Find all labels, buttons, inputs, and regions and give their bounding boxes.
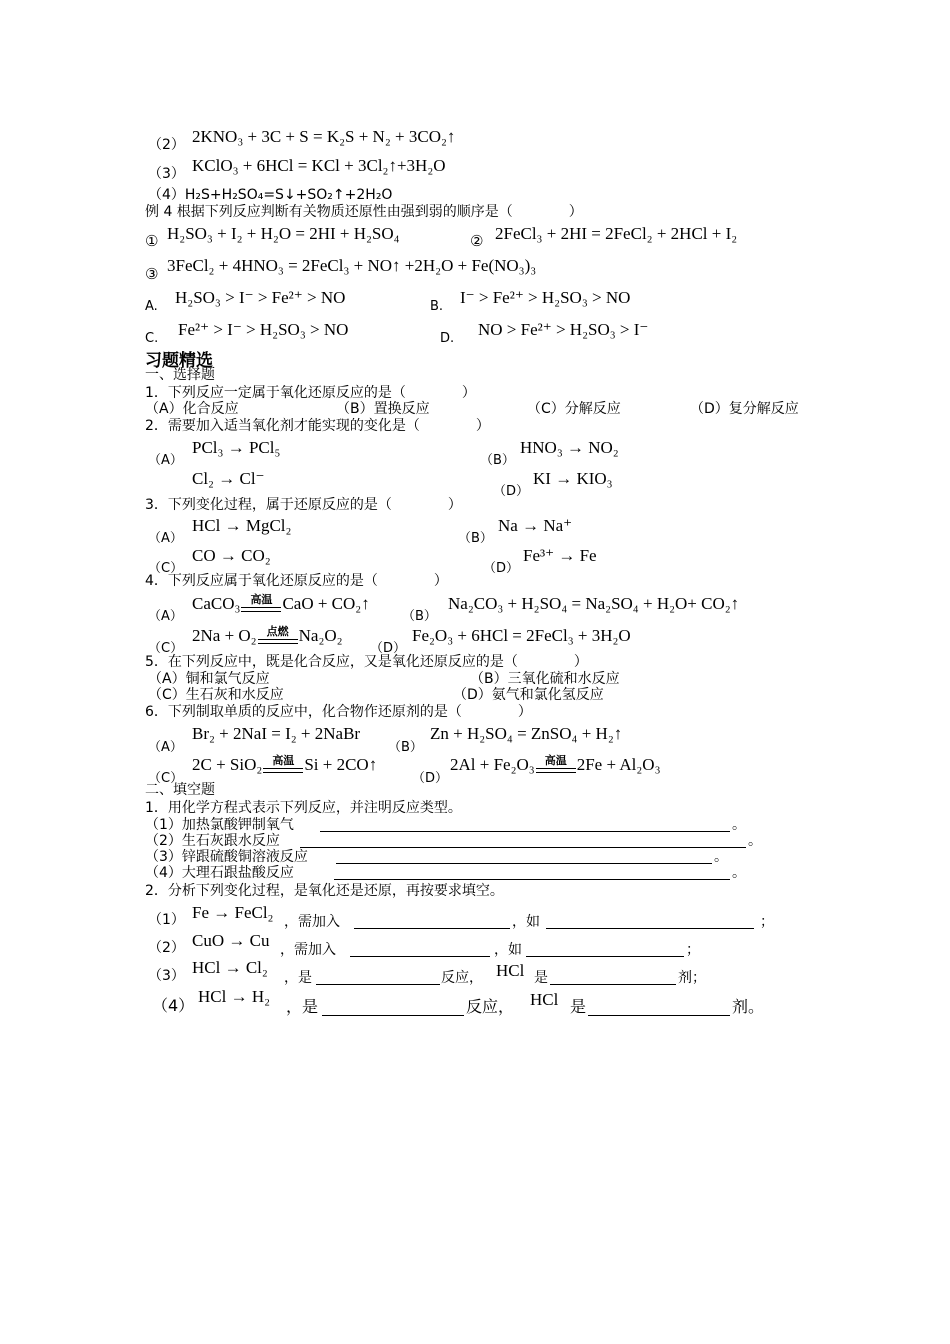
q2-option-c: Cl₂ → Cl⁻ — [192, 469, 265, 488]
fill-q2-sub3-is: ，是 — [284, 970, 312, 986]
fill-q2-sub3-agent: 剂； — [678, 970, 706, 986]
reaction-condition-sign — [536, 755, 576, 775]
q6-option-c — [192, 755, 377, 775]
period: 。 — [748, 833, 762, 849]
q2-option-b-label: （B） — [480, 453, 515, 468]
q1-option-a: （A）化合反应 — [145, 401, 239, 417]
fill-q1-sub2: （2）生石灰跟水反应 — [145, 833, 280, 849]
q4-option-b-label: （B） — [402, 609, 437, 624]
q6-option-a-label: （A） — [148, 740, 183, 755]
semicolon: ； — [686, 942, 700, 958]
fill-q1-sub3: （3）锌跟硫酸铜溶液反应 — [145, 849, 308, 865]
ex4-question: 例 4 根据下列反应判断有关物质还原性由强到弱的顺序是（ ） — [145, 204, 583, 220]
ex4-reaction2-number: ② — [470, 232, 484, 250]
ex3-item3-equation: KClO₃ + 6HCl = KCl + 3Cl₂↑+3H₂O — [192, 156, 446, 175]
q6-option-c-product: Si + 2CO↑ — [304, 755, 378, 774]
fill-q2-sub3-number: （3） — [148, 968, 185, 984]
answer-blank[interactable] — [334, 865, 730, 880]
fill-q2-sub4-is2: 是 — [570, 997, 587, 1016]
answer-blank[interactable] — [322, 999, 464, 1016]
q6-option-d-product: 2Fe + Al₂O₃ — [576, 755, 661, 774]
ex4-option-a: H₂SO₃ > I⁻ > Fe²⁺ > NO — [175, 288, 346, 307]
fill-q2-sub4-agent: 剂。 — [732, 997, 765, 1016]
ex3-item3-number: （3） — [148, 166, 185, 182]
ex4-reaction2: 2FeCl₃ + 2HI = 2FeCl₂ + 2HCl + I₂ — [495, 224, 738, 243]
fill-q1-text: 1．用化学方程式表示下列反应，并注明反应类型。 — [145, 800, 462, 816]
double-line-icon — [536, 768, 576, 773]
q6-option-a: Br₂ + 2NaI = I₂ + 2NaBr — [192, 724, 361, 743]
q5-option-a: （A）铜和氯气反应 — [148, 671, 270, 687]
q4-option-a-reactant: CaCO₃ — [192, 594, 241, 613]
answer-blank[interactable] — [320, 817, 730, 832]
q3-option-b-label: （B） — [458, 531, 493, 546]
fill-q2-sub4-hcl: HCl — [530, 990, 559, 1009]
fill-q2-sub2-example: ，如 — [494, 942, 522, 958]
q5-option-d: （D）氨气和氯化氢反应 — [453, 687, 604, 703]
answer-blank[interactable] — [300, 833, 746, 848]
answer-blank[interactable] — [588, 999, 730, 1016]
semicolon: ； — [760, 914, 774, 930]
q3-option-b: Na → Na⁺ — [498, 516, 573, 535]
ex4-option-c-label: C. — [145, 331, 159, 346]
q1-option-b: （B）置换反应 — [336, 401, 430, 417]
q1-option-d: （D）复分解反应 — [690, 401, 799, 417]
q2-option-d: KI → KIO₃ — [533, 469, 613, 488]
q2-option-a: PCl₃ → PCl₅ — [192, 438, 281, 457]
part2-title: 二、填空题 — [145, 782, 215, 798]
q6-option-c-label: （C） — [148, 771, 184, 786]
fill-q2-sub1-example: ，如 — [512, 914, 540, 930]
fill-q2-sub3-hcl: HCl — [496, 961, 525, 980]
q1-option-c: （C）分解反应 — [527, 401, 621, 417]
q3-option-c: CO → CO₂ — [192, 546, 271, 565]
ex4-reaction1: H₂SO₃ + I₂ + H₂O = 2HI + H₂SO₄ — [167, 224, 400, 243]
fill-q2-sub3-reaction: 反应， — [441, 970, 483, 986]
reaction-condition-sign — [241, 594, 281, 614]
q5-option-b: （B）三氧化硫和水反应 — [470, 671, 620, 687]
ex4-reaction3: 3FeCl₂ + 4HNO₃ = 2FeCl₃ + NO↑ +2H₂O + Fe(NO₃)₃ — [167, 256, 537, 275]
period: 。 — [732, 865, 746, 881]
q5-text: 5．在下列反应中，既是化合反应，又是氧化还原反应的是（ ） — [145, 654, 588, 670]
condition-text: 点燃 — [266, 625, 289, 638]
q6-text: 6．下列制取单质的反应中，化合物作还原剂的是（ ） — [145, 704, 532, 720]
q6-option-d-reactant: 2Al + Fe₂O₃ — [450, 755, 535, 774]
ex3-item4-equation: （4）H₂S+H₂SO₄=S↓+SO₂↑+2H₂O — [148, 187, 393, 203]
q3-option-c-label: （C） — [148, 561, 184, 576]
q5-option-c: （C）生石灰和水反应 — [148, 687, 284, 703]
q2-option-a-label: （A） — [148, 453, 183, 468]
q6-option-c-reactant: 2C + SiO₂ — [192, 755, 263, 774]
q3-option-a-label: （A） — [148, 531, 183, 546]
ex3-item2-number: （2） — [148, 137, 185, 153]
q4-option-c — [192, 626, 343, 646]
q4-option-a — [192, 594, 370, 614]
ex4-option-c: Fe²⁺ > I⁻ > H₂SO₃ > NO — [178, 320, 349, 339]
q2-option-d-label: （D） — [493, 484, 530, 499]
q3-option-d-label: （D） — [483, 561, 520, 576]
ex4-option-b: I⁻ > Fe²⁺ > H₂SO₃ > NO — [460, 288, 631, 307]
double-line-icon — [258, 639, 298, 644]
q4-option-d: Fe₂O₃ + 6HCl = 2FeCl₃ + 3H₂O — [412, 626, 631, 645]
fill-q2-sub4-change: HCl → H₂ — [198, 987, 271, 1006]
ex4-reaction1-number: ① — [145, 232, 159, 250]
q4-option-a-label: （A） — [148, 609, 183, 624]
condition-text: 高温 — [250, 593, 273, 606]
ex4-option-d: NO > Fe²⁺ > H₂SO₃ > I⁻ — [478, 320, 649, 339]
q4-option-d-label: （D） — [370, 641, 407, 656]
fill-q2-sub3-change: HCl → Cl₂ — [192, 958, 268, 977]
answer-blank[interactable] — [354, 914, 510, 929]
q4-option-a-product: CaO + CO₂↑ — [282, 594, 370, 613]
period: 。 — [732, 817, 746, 833]
q2-option-b: HNO₃ → NO₂ — [520, 438, 619, 457]
answer-blank[interactable] — [526, 942, 684, 957]
q4-text: 4．下列反应属于氧化还原反应的是（ ） — [145, 573, 448, 589]
fill-q2-sub3-is2: 是 — [534, 970, 548, 986]
q4-option-c-product: Na₂O₂ — [298, 626, 343, 645]
fill-q1-sub1: （1）加热氯酸钾制氧气 — [145, 817, 294, 833]
fill-q2-sub2-number: （2） — [148, 940, 185, 956]
ex4-option-a-label: A. — [145, 299, 158, 314]
q3-option-d: Fe³⁺ → Fe — [523, 546, 597, 565]
q6-option-b-label: （B） — [388, 740, 423, 755]
period: 。 — [714, 849, 728, 865]
condition-text: 高温 — [272, 754, 295, 767]
ex4-option-d-label: D. — [440, 331, 455, 346]
fill-q2-sub1-change: Fe → FeCl₂ — [192, 903, 274, 922]
q6-option-d — [450, 755, 661, 775]
fill-q2-sub4-is: ，是 — [286, 997, 319, 1016]
double-line-icon — [263, 768, 303, 773]
q3-text: 3．下列变化过程，属于还原反应的是（ ） — [145, 497, 462, 513]
fill-q1-sub4: （4）大理石跟盐酸反应 — [145, 865, 294, 881]
q2-text: 2．需要加入适当氧化剂才能实现的变化是（ ） — [145, 418, 490, 434]
answer-blank[interactable] — [336, 849, 712, 864]
answer-blank[interactable] — [350, 942, 490, 957]
fill-q2-sub2-need: ，需加入 — [280, 942, 336, 958]
q6-option-d-label: （D） — [412, 771, 449, 786]
fill-q2-sub2-change: CuO → Cu — [192, 931, 270, 950]
double-line-icon — [241, 607, 281, 612]
answer-blank[interactable] — [550, 970, 676, 985]
q4-option-b: Na₂CO₃ + H₂SO₄ = Na₂SO₄ + H₂O+ CO₂↑ — [448, 594, 740, 613]
answer-blank[interactable] — [316, 970, 440, 985]
answer-blank[interactable] — [546, 914, 754, 929]
q4-option-c-reactant: 2Na + O₂ — [192, 626, 257, 645]
reaction-condition-sign — [258, 626, 298, 646]
ex4-option-b-label: B. — [430, 299, 444, 314]
section-title: 习题精选 — [145, 351, 213, 371]
condition-text: 高温 — [544, 754, 567, 767]
ex3-item2-equation: 2KNO₃ + 3C + S = K₂S + N₂ + 3CO₂↑ — [192, 127, 456, 146]
reaction-condition-sign — [263, 755, 303, 775]
q3-option-a: HCl → MgCl₂ — [192, 516, 292, 535]
fill-q2-sub4-reaction: 反应， — [466, 997, 515, 1016]
part1-title: 一、选择题 — [145, 367, 215, 383]
q1-text: 1．下列反应一定属于氧化还原反应的是（ ） — [145, 385, 476, 401]
q4-option-c-label: （C） — [148, 641, 184, 656]
fill-q2-sub4-number: （4） — [152, 996, 195, 1015]
fill-q2-sub1-number: （1） — [148, 912, 185, 928]
fill-q2-sub1-need: ，需加入 — [284, 914, 340, 930]
q6-option-b: Zn + H₂SO₄ = ZnSO₄ + H₂↑ — [430, 724, 623, 743]
fill-q2-text: 2．分析下列变化过程，是氧化还是还原，再按要求填空。 — [145, 883, 504, 899]
ex4-reaction3-number: ③ — [145, 265, 159, 283]
